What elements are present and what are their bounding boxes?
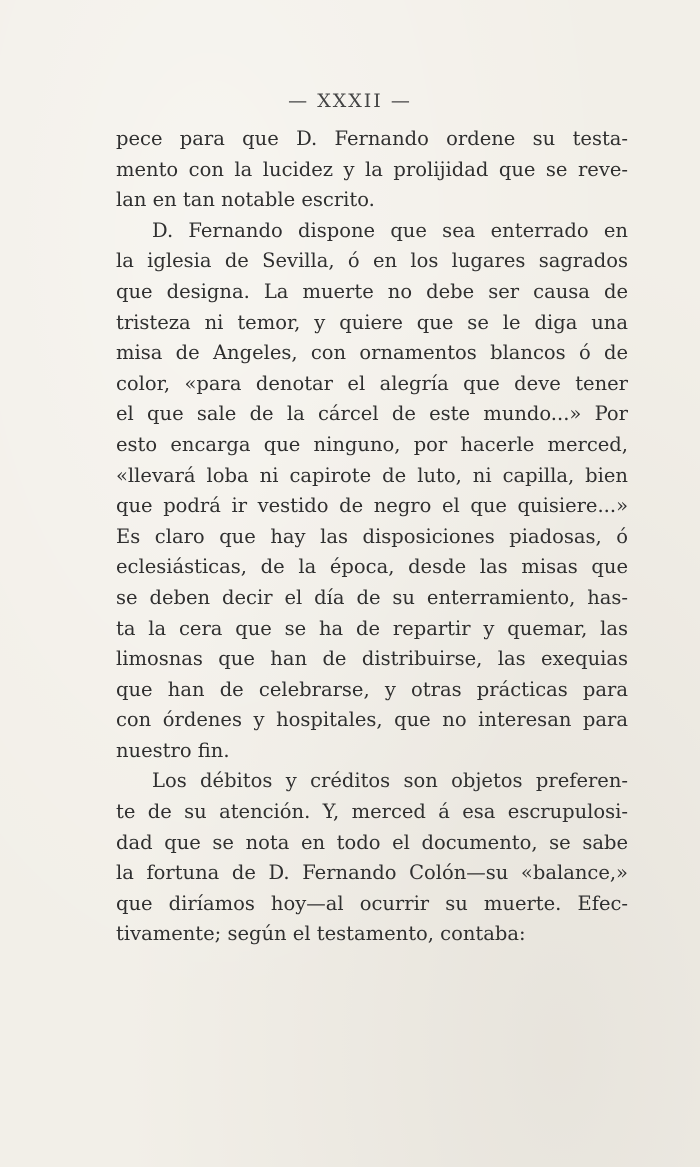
- text-line: el que sale de la cárcel de este mundo...» Por: [116, 402, 628, 426]
- text-line: que diríamos hoy—al ocurrir su muerte. Efec-: [116, 891, 628, 915]
- text-line: tivamente; según el testamento, contaba:: [116, 922, 526, 946]
- text-line: que designa. La muerte no debe ser causa de: [116, 279, 628, 303]
- text-line: «llevará loba ni capirote de luto, ni capilla, bien: [116, 463, 628, 487]
- text-line: mento con la lucidez y la prolijidad que se reve-: [116, 157, 628, 181]
- text-line: la fortuna de D. Fernando Colón—su «balance,»: [116, 861, 628, 885]
- text-line: pece para que D. Fernando ordene su testa-: [116, 127, 628, 150]
- text-line: tristeza ni temor, y quiere que se le diga una: [116, 310, 628, 334]
- text-line: D. Fernando dispone que sea enterrado en: [152, 218, 628, 242]
- text-line: eclesiásticas, de la época, desde las misas que: [116, 555, 628, 579]
- text-line: nuestro fin.: [116, 738, 230, 762]
- body-text: [116, 124, 628, 950]
- text-line: que han de celebrarse, y otras prácticas para: [116, 677, 628, 701]
- text-line: color, «para denotar el alegría que deve tener: [116, 371, 628, 395]
- text-line: lan en tan notable escrito.: [116, 188, 375, 212]
- text-line: limosnas que han de distribuirse, las exequias: [116, 647, 628, 671]
- text-line: la iglesia de Sevilla, ó en los lugares sagrados: [116, 249, 628, 273]
- text-line: Es claro que hay las disposiciones piadosas, ó: [116, 524, 628, 548]
- text-line: misa de Angeles, con ornamentos blancos ó de: [116, 341, 628, 365]
- text-line: te de su atención. Y, merced á esa escrupulosi-: [116, 800, 628, 824]
- text-line: se deben decir el día de su enterramiento, has-: [116, 585, 628, 609]
- text-line: ta la cera que se ha de repartir y quemar, las: [116, 616, 628, 640]
- text-line: esto encarga que ninguno, por hacerle merced,: [116, 432, 628, 456]
- text-line: dad que se nota en todo el documento, se sabe: [116, 830, 628, 854]
- page-number-header: — XXXII —: [288, 90, 412, 112]
- text-line: que podrá ir vestido de negro el que quisiere...»: [116, 494, 628, 518]
- text-line: con órdenes y hospitales, que no interesan para: [116, 708, 628, 732]
- text-line: Los débitos y créditos son objetos preferen-: [152, 769, 628, 793]
